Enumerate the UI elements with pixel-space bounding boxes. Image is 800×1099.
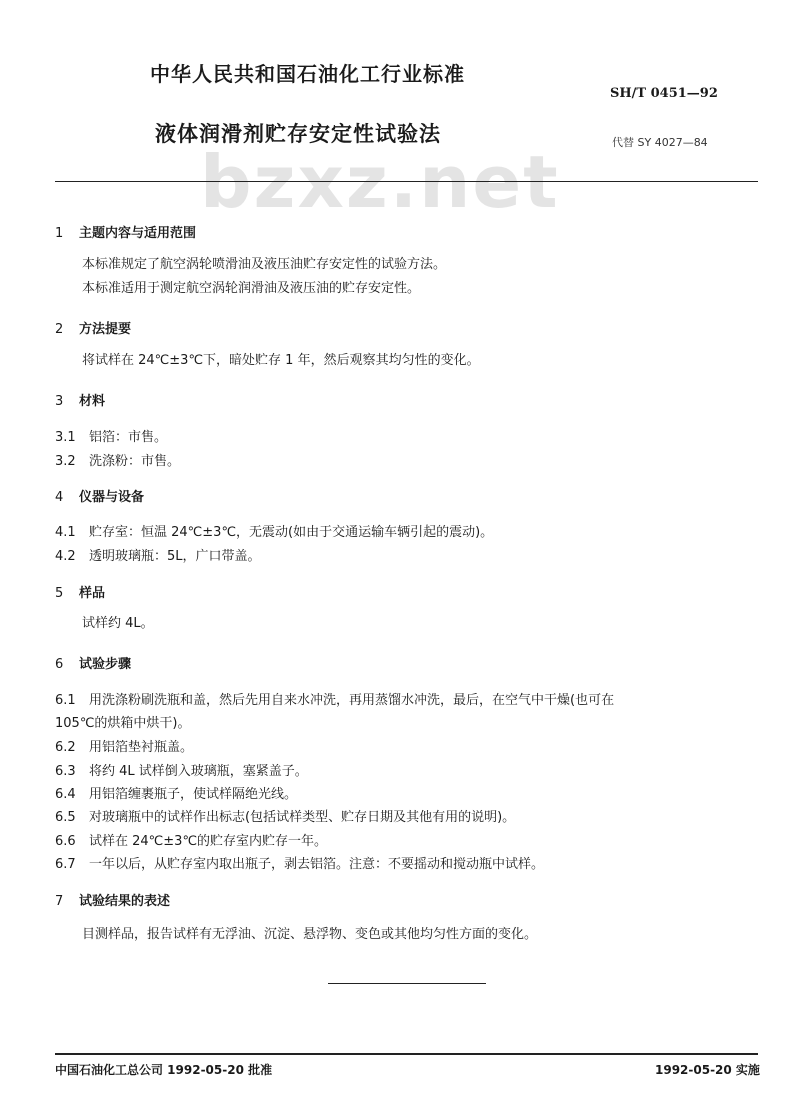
item-number: 4.1 <box>55 525 76 540</box>
list-item <box>55 545 261 564</box>
item-number: 4.2 <box>55 549 76 564</box>
item-number: 6.3 <box>55 764 76 779</box>
section-title: 主题内容与适用范围 <box>79 226 197 241</box>
item-text: 试样在 24℃±3℃的贮存室内贮存一年。 <box>89 834 328 849</box>
list-item <box>55 521 493 540</box>
paragraph: 试样约 4L。 <box>82 616 154 631</box>
item-text: 用铝箔垫衬瓶盖。 <box>89 740 194 755</box>
list-item <box>55 450 180 469</box>
approval-date: 中国石油化工总公司 1992-05-20 批准 <box>55 1063 273 1077</box>
item-text: 洗涤粉：市售。 <box>89 454 181 469</box>
item-number: 3.1 <box>55 430 76 445</box>
footer-rule <box>55 1053 758 1055</box>
list-item <box>55 426 167 445</box>
item-number: 6.1 <box>55 693 76 708</box>
section-3-heading <box>55 390 105 409</box>
section-title: 材料 <box>79 394 106 409</box>
section-4-heading <box>55 486 144 505</box>
list-item <box>55 689 614 708</box>
item-text: 用铝箔缠裹瓶子，使试样隔绝光线。 <box>89 787 298 802</box>
section-title: 试验结果的表述 <box>79 894 171 909</box>
item-text: 对玻璃瓶中的试样作出标志(包括试样类型、贮存日期及其他有用的说明)。 <box>89 810 516 825</box>
paragraph: 将试样在 24℃±3℃下，暗处贮存 1 年，然后观察其均匀性的变化。 <box>82 353 480 368</box>
item-number: 6.7 <box>55 857 76 872</box>
paragraph: 目测样品，报告试样有无浮油、沉淀、悬浮物、变色或其他均匀性方面的变化。 <box>82 927 538 942</box>
item-text: 一年以后，从贮存室内取出瓶子，剥去铝箔。注意：不要摇动和搅动瓶中试样。 <box>89 857 545 872</box>
item-number: 6.6 <box>55 834 76 849</box>
section-number: 7 <box>55 894 64 909</box>
list-item <box>55 736 193 755</box>
item-text: 将约 4L 试样倒入玻璃瓶，塞紧盖子。 <box>89 764 308 779</box>
list-item <box>55 830 327 849</box>
item-number: 3.2 <box>55 454 76 469</box>
item-number: 6.5 <box>55 810 76 825</box>
document-title: 液体润滑剂贮存安定性试验法 <box>155 122 441 146</box>
section-number: 3 <box>55 394 64 409</box>
section-title: 仪器与设备 <box>79 490 145 505</box>
item-text: 透明玻璃瓶：5L，广口带盖。 <box>89 549 261 564</box>
end-rule <box>328 983 486 984</box>
section-1-heading <box>55 222 196 241</box>
section-7-heading <box>55 890 170 909</box>
header-rule <box>55 181 758 182</box>
section-number: 1 <box>55 226 64 241</box>
standard-code: SH/T 0451—92 <box>610 86 718 101</box>
item-number: 6.4 <box>55 787 76 802</box>
section-2-heading <box>55 318 131 337</box>
item-text: 贮存室：恒温 24℃±3℃，无震动(如由于交通运输车辆引起的震动)。 <box>89 525 494 540</box>
paragraph: 本标准规定了航空涡轮喷滑油及液压油贮存安定性的试验方法。 <box>82 257 447 272</box>
section-5-heading <box>55 582 105 601</box>
paragraph: 本标准适用于测定航空涡轮润滑油及液压油的贮存安定性。 <box>82 281 421 296</box>
list-item <box>55 853 544 872</box>
item-text: 用洗涤粉刷洗瓶和盖，然后先用自来水冲洗，再用蒸馏水冲洗，最后，在空气中干燥(也可在 <box>89 693 615 708</box>
list-item-continuation: 105℃的烘箱中烘干)。 <box>55 716 191 731</box>
list-item <box>55 783 297 802</box>
replaces-standard: 代替 SY 4027—84 <box>612 136 708 149</box>
item-number: 6.2 <box>55 740 76 755</box>
item-text: 铝箔：市售。 <box>89 430 168 445</box>
section-number: 2 <box>55 322 64 337</box>
section-title: 样品 <box>79 586 106 601</box>
list-item <box>55 760 308 779</box>
implementation-date: 1992-05-20 实施 <box>655 1063 760 1077</box>
list-item <box>55 806 515 825</box>
section-title: 方法提要 <box>79 322 132 337</box>
section-number: 4 <box>55 490 64 505</box>
section-number: 6 <box>55 657 64 672</box>
watermark: bzxz.net <box>200 140 560 224</box>
section-6-heading <box>55 653 131 672</box>
section-number: 5 <box>55 586 64 601</box>
section-title: 试验步骤 <box>79 657 132 672</box>
issuing-organization: 中华人民共和国石油化工行业标准 <box>150 62 465 86</box>
